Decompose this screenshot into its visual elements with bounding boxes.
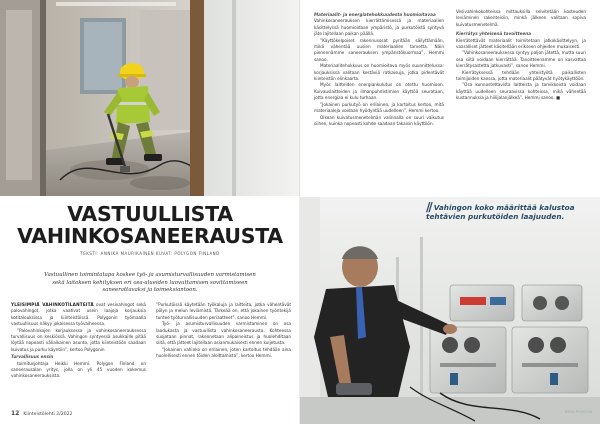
body-paragraph: Vahinkosaneerauksen kierrättämisessä ja materiaalien käsittelyssä huomioidaan ympäristö, ja purkutöistä syntyvä jäte lajitellaan paikan päällä. (314, 18, 444, 37)
body-paragraph: ”Käyttökelpoiset rakennusosat pyritään säilyttämään, mikä vähentää uusien materiaalien tarvetta. Näin pienennämme saneerauksen ympäristökuormaa”, Hemmi sanoo. (314, 37, 444, 62)
subheading: Turvallisuus ensin (11, 354, 54, 360)
lede-paragraph: Vastuullinen toimintatapa koskee työ- ja asumisturvallisuuden varmistamisen sekä laitoksen kehityksen eri osa-alueiden luovuttamisen sovittamiseen saneerattavaksi ja toimeksiantoon. (44, 272, 256, 294)
equipment-photo (300, 197, 600, 424)
subheading: Kierrätys yhteisenä tavoitteena (456, 31, 532, 37)
body-paragraph: Materiaalitehokkuus on huomioitava myös suunnittelussa: korjauksissa valitaan kestäviä ratkaisuja, jotka pidentävät kiinteistön elinkaarta. (314, 63, 444, 82)
body-paragraph: Myös laitteiden energiankulutus on otettu huomioon. Kuivauslaitteiden ja ilmanpuhdistimien käyttöä seurataan, jotta energiaa ei kulu turhaan. (314, 82, 444, 101)
article-title (0, 203, 300, 247)
right-column-2 (456, 9, 586, 191)
body-paragraph: ”Jokainen purkutyö on erilainen, ja kartoitus kertoo, mitä materiaaleja voidaan hyödyntää uudelleen”, Hemmi kertoo. (314, 101, 444, 114)
technician-illustration (300, 197, 600, 424)
page-number: 12 (11, 410, 20, 417)
body-paragraph: ”Jokainen vahinko on erilainen, joten kartoitus tehdään aina huolellisesti ennen töiden aloittamista”, kertoo Hemmi. (156, 346, 291, 359)
body-paragraph: ”Palovahinkojen korjauksessa ja vahinkosaneerauksessa turvallisuus on keskiössä. Vahingon syntyessä asukkaille pitää löytää nopeasti väliaikainen asunto, jotta kiinteistöön saadaan kuivatus ja purku käyntiin”, kertoo Polygonin (11, 327, 146, 352)
publication-name: Kiinteistölehti 2/2022 (23, 412, 73, 417)
worker-photo (0, 0, 300, 196)
page-folio (11, 410, 72, 417)
body-paragraph: toimitusjohtaja Heikki Hemmi. Polygon Finland on saneerausalan yritys, jolla on yli 45 vuoden kokemus vahinkosaneerauksista. (11, 360, 146, 379)
right-column-1 (314, 9, 444, 191)
body-paragraph: ”Vahinkosaneerauksessa syntyy paljon jätettä, mutta suuri osa siitä voidaan kierrättää. Tavoitteenamme on kasvattaa kierrätysastetta jatkuvasti”, sanoo Hemmi. (456, 50, 586, 69)
body-paragraph: Vesivahinkokohteissa mittauksilla selvitetään kosteuden leviäminen rakenteisiin, minkä jälkeen valitaan sopiva kuivatusmenetelmä. (456, 9, 586, 27)
title-line-2: VAHINKOSANEERAUSTA (17, 224, 283, 248)
title-line-1: VASTUULLISTA (67, 202, 233, 226)
pull-quote-text: Vahingon koko määrittää kalustoa tehtävien purkutöiden laajuuden. (426, 203, 575, 222)
left-column-2 (156, 302, 291, 406)
left-column-1 (11, 302, 146, 406)
byline: TEKSTI: ANNIKA MAURIKAINEN KUVAT: POLYGON FINLAND (80, 251, 220, 256)
body-paragraph: Kierrätettävät materiaalit toimitetaan jatkokäsittelyyn, ja vaaralliset jätteet käsitellään erikseen ohjeiden mukaisesti. (456, 37, 586, 50)
body-paragraph: ”Osa kunnostettavista laitteista ja tarvikkeista voidaan käyttää uudelleen seuraavissa kohteissa, mikä vähentää kustannuksia ja hiilijalanjälkeä”, Hemmi sanoo. ■ (456, 82, 586, 101)
photo-credit: KUVA: POLYGON (564, 410, 592, 414)
pull-quote (426, 200, 586, 222)
lead-in: YLEISIMPIÄ VAHINKOTILANTEITÄ (11, 302, 94, 307)
subheading: Materiaalit- ja energiatehokkuudesta huomioitavaa (314, 12, 436, 17)
quote-mark-icon: // (426, 200, 431, 214)
body-paragraph: Oikean kuivatusmenetelmän valinnalla on suuri vaikutus siihen, kuinka nopeasti kohde saadaan takaisin käyttöön. (314, 114, 444, 126)
body-paragraph: YLEISIMPIÄ VAHINKOTILANTEITÄ ovat vesivahingot sekä palovahingot, jotka vaativat usein laajoja korjauksia kotitalouksissa ja kiinteistöissä. Polygonin työmaalla vastuullisuus näkyy jokaisessa työvaiheessa. (11, 302, 146, 327)
right-body-columns (314, 9, 586, 191)
left-body-columns (11, 302, 291, 406)
worker-demolition-illustration (0, 0, 300, 196)
body-paragraph: ”Purkutöissä käytetään työkaluja ja laitteita, jotka vähentävät pölyn ja melun leviämistä. Tärkeää on, että jokainen työntekijä tuntee työturvallisuuden periaatteet”, sanoo Hemmi. (156, 302, 291, 320)
body-paragraph: Työ- ja asumisturvallisuuden varmistaminen on osa laadukasta ja vastuullista vahinkosaneerausta. Kohteessa suojataan pinnat, rakennetaan alipaineistus ja huolehditaan siitä, että jätteet lajitellaan asianmukaisesti ennen kuljetusta. (156, 321, 291, 346)
body-paragraph: Kierrätyksessä tehdään yhteistyötä paikallisten toimijoiden kanssa, jotta materiaalit päätyvät hyötykäyttöön. (456, 69, 586, 82)
